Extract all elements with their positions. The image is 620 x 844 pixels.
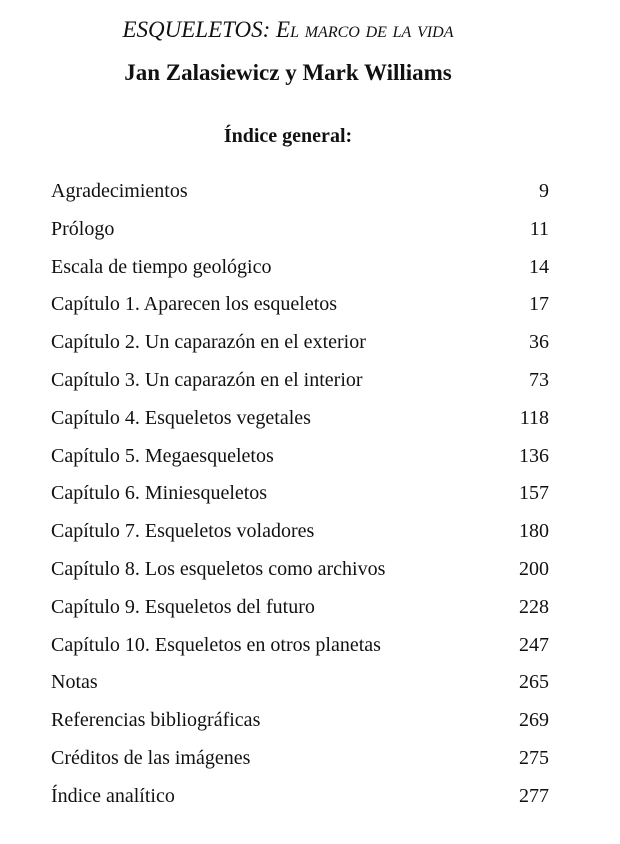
toc-entry-page: 275 [519, 746, 549, 769]
toc-entry-page: 36 [529, 331, 549, 354]
toc-entry-page: 157 [519, 482, 549, 505]
toc-entry-label: Capítulo 4. Esqueletos vegetales [51, 406, 311, 429]
toc-entry-label: Capítulo 5. Megaesqueletos [51, 444, 274, 467]
toc-entry [51, 364, 549, 402]
toc-entry [51, 515, 549, 553]
book-title [0, 14, 576, 46]
toc-entry-label: Capítulo 1. Aparecen los esqueletos [51, 293, 338, 316]
toc-entry-label: Capítulo 10. Esqueletos en otros planetas [51, 633, 381, 656]
toc-entry [51, 742, 549, 780]
toc-entry-label: Escala de tiempo geológico [51, 255, 272, 278]
toc-entry [51, 780, 549, 818]
toc-list [51, 175, 549, 818]
toc-entry-page: 200 [519, 557, 549, 580]
toc-entry-label: Créditos de las imágenes [51, 746, 251, 769]
toc-entry-page: 11 [529, 217, 549, 240]
toc-entry [51, 629, 549, 667]
toc-entry-label: Prólogo [51, 217, 115, 240]
toc-entry-label: Notas [51, 671, 98, 694]
toc-entry-page: 180 [519, 520, 549, 543]
toc-entry-page: 136 [519, 444, 549, 467]
toc-entry [51, 553, 549, 591]
toc-entry [51, 440, 549, 478]
toc-entry-page: 118 [519, 406, 549, 429]
toc-heading: Índice general: [223, 125, 353, 147]
toc-entry [51, 251, 549, 289]
toc-entry-label: Capítulo 6. Miniesqueletos [51, 482, 268, 505]
toc-entry-page: 269 [519, 709, 549, 732]
toc-entry-page: 247 [519, 633, 549, 656]
toc-entry [51, 402, 549, 440]
toc-entry-label: Capítulo 8. Los esqueletos como archivos [51, 557, 386, 580]
toc-entry [51, 175, 549, 213]
toc-entry-label: Agradecimientos [51, 180, 188, 202]
toc-entry-page: 14 [529, 255, 549, 278]
book-title-subtitle: El marco de la vida [276, 17, 454, 42]
toc-entry-label: Índice analítico [51, 784, 175, 807]
toc-entry-label: Referencias bibliográficas [51, 709, 261, 732]
toc-entry-page: 277 [519, 784, 549, 807]
toc-entry-label: Capítulo 3. Un caparazón en el interior [51, 368, 363, 391]
toc-entry [51, 477, 549, 515]
toc-entry [51, 704, 549, 742]
toc-entry [51, 213, 549, 251]
toc-entry [51, 591, 549, 629]
toc-entry-page: 73 [529, 368, 549, 391]
toc-entry-label: Capítulo 2. Un caparazón en el exterior [51, 331, 366, 354]
toc-entry-page: 228 [519, 595, 549, 618]
book-title-main: ESQUELETOS: [122, 17, 271, 42]
toc-entry [51, 666, 549, 704]
toc-entry-label: Capítulo 7. Esqueletos voladores [51, 520, 315, 543]
toc-entry [51, 326, 549, 364]
book-authors: Jan Zalasiewicz y Mark Williams [124, 60, 452, 85]
toc-entry-page: 265 [519, 671, 549, 694]
toc-entry-page: 17 [529, 293, 549, 316]
toc-entry-label: Capítulo 9. Esqueletos del futuro [51, 595, 315, 618]
toc-entry-page: 9 [539, 180, 549, 202]
toc-entry [51, 288, 549, 326]
